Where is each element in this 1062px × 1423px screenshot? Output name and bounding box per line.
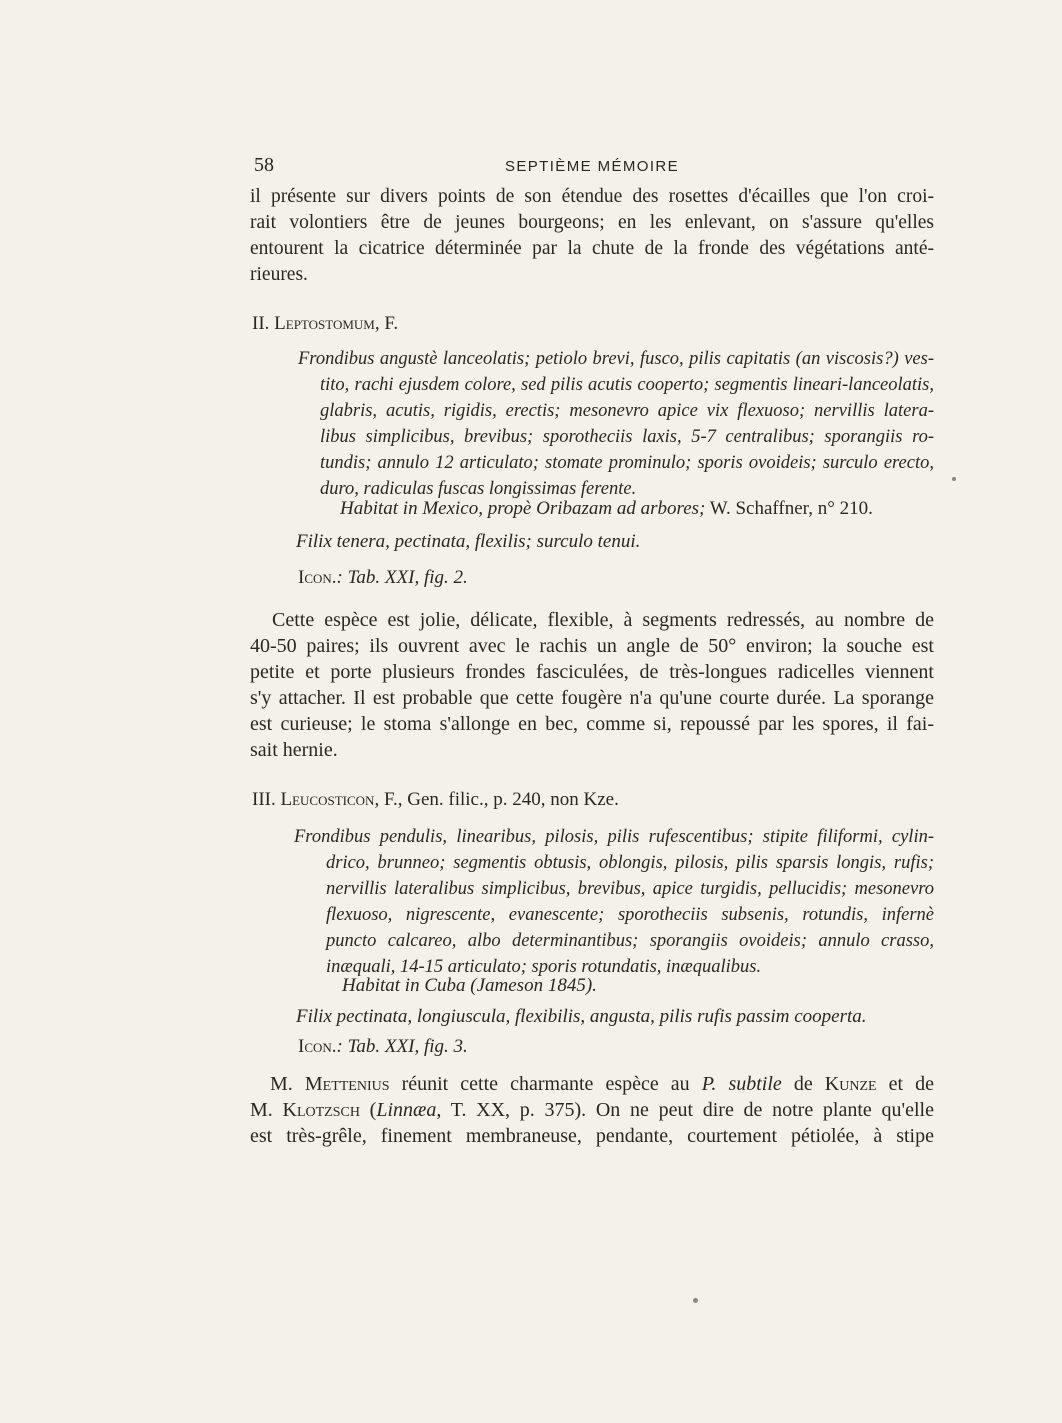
page-header [252,154,932,180]
diagnosis-line: duro, radiculas fuscas longissimas ferente. [320,479,637,499]
plate-reference: : Tab. XXI, fig. 2. [336,567,468,588]
person-name: Klotzsch [282,1099,360,1121]
filix-leucosticon: Filix pectinata, longiuscula, flexibilis, angusta, pilis rufis passim cooperta. [296,1006,867,1027]
text-fragment: ( [359,1099,377,1121]
text-line: entourent la cicatrice déterminée par la chute de la fronde des végétations anté- [250,238,934,259]
journal-name: Linnæa [376,1099,437,1121]
diagnosis-leucosticon-cont [326,850,934,980]
text-line [250,1097,934,1123]
filix-leptostomum: Filix tenera, pectinata, flexilis; surculo tenui. [296,531,641,552]
diagnosis-line: libus simplicibus, brevibus; sporotheciis laxis, 5-7 centralibus; sporangiis ro- [320,427,934,447]
closing-paragraph [250,1071,934,1149]
section-heading-leucosticon [252,789,619,811]
section-numeral: II. [252,313,270,334]
diagnosis-leptostomum-cont [320,372,934,502]
text-fragment: de [781,1073,825,1095]
text-fragment: M. [250,1099,283,1121]
ink-speck [952,477,956,481]
genus-reference: , F., Gen. filic., p. 240, non Kze. [374,789,619,810]
diagnosis-line: tito, rachi ejusdem colore, sed pilis acutis cooperto; segmentis lineari-lanceolatis, [320,375,934,395]
diagnosis-line: puncto calcareo, albo determinantibus; sporangiis ovoideis; annulo crasso, [326,931,934,951]
text-fragment: , T. XX, p. 375). On ne peut dire de notre plante qu'elle [436,1099,934,1121]
section-numeral: III. [252,789,276,810]
text-line [250,1071,934,1097]
text-line: Cette espèce est jolie, délicate, flexible, à segments redressés, au nombre de [272,609,934,631]
diagnosis-line: glabris, acutis, rigidis, erectis; mesonevro apice vix flexuoso; nervillis latera- [320,401,934,421]
text-fragment: réunit cette charmante espèce au [389,1073,702,1095]
icon-ref-leucosticon [298,1036,468,1058]
text-line: il présente sur divers points de son étendue des rosettes d'écailles que l'on croi- [250,186,934,207]
habitat-leptostomum [340,498,873,520]
genus-name: Leucosticon [280,789,375,810]
text-line: petite et porte plusieurs frondes fasciculées, de très-longues radicelles viennent [250,661,934,683]
genus-name: Leptostomum [274,313,375,334]
genus-author: , F. [374,313,399,334]
text-line: s'y attacher. Il est probable que cette fougère n'a qu'une courte durée. La sporange [250,687,934,709]
diagnosis-leucosticon [294,824,934,850]
text-line: rait volontiers être de jeunes bourgeons; en les enlevant, on s'assure qu'elles [250,212,934,233]
habitat-text: Habitat in Mexico, propè Oribazam ad arbores; [340,498,706,519]
plate-reference: : Tab. XXI, fig. 3. [336,1036,468,1057]
intro-paragraph [250,184,934,288]
icon-ref-leptostomum [298,567,468,589]
diagnosis-line: flexuoso, nigrescente, evanescente; sporotheciis subsenis, rotundis, infernè [326,905,934,925]
icon-label: Icon. [298,567,337,588]
text-fragment: et de [876,1073,934,1095]
diagnosis-line: drico, brunneo; segmentis obtusis, oblongis, pilosis, pilis sparsis longis, rufis; [326,853,934,873]
text-line: est curieuse; le stoma s'allonge en bec, comme si, repoussé par les spores, il fai- [250,713,934,735]
section-heading-leptostomum [252,313,398,335]
ink-speck [693,1298,698,1303]
icon-label: Icon. [298,1036,337,1057]
diagnosis-line: Frondibus angustè lanceolatis; petiolo brevi, fusco, pilis capitatis (an viscosis?) ves- [298,349,934,369]
diagnosis-leptostomum [298,346,934,372]
text-fragment: M. [270,1073,305,1095]
diagnosis-line: inæquali, 14-15 articulato; sporis rotundatis, inæqualibus. [326,957,762,977]
species-name: P. subtile [701,1073,782,1095]
diagnosis-line: tundis; annulo 12 articulato; stomate prominulo; sporis ovoideis; surculo erecto, [320,453,934,473]
habitat-leucosticon: Habitat in Cuba (Jameson 1845). [342,975,597,996]
collector-text: W. Schaffner, n° 210. [709,498,873,519]
text-line: est très-grêle, finement membraneuse, pendante, courtement pétiolée, à stipe [250,1125,934,1147]
description-paragraph [250,607,934,763]
diagnosis-line: nervillis lateralibus simplicibus, brevibus, apice turgidis, pellucidis; mesonevro [326,879,934,899]
text-line: sait hernie. [250,739,338,761]
person-name: Mettenius [304,1073,390,1095]
diagnosis-line: Frondibus pendulis, linearibus, pilosis, pilis rufescentibus; stipite filiformi, cylin- [294,827,934,847]
running-title: SEPTIÈME MÉMOIRE [504,158,680,175]
page-number: 58 [254,154,274,176]
person-name: Kunze [824,1073,877,1095]
text-line: 40-50 paires; ils ouvrent avec le rachis un angle de 50° environ; la souche est [250,635,934,657]
text-line: rieures. [250,264,308,285]
